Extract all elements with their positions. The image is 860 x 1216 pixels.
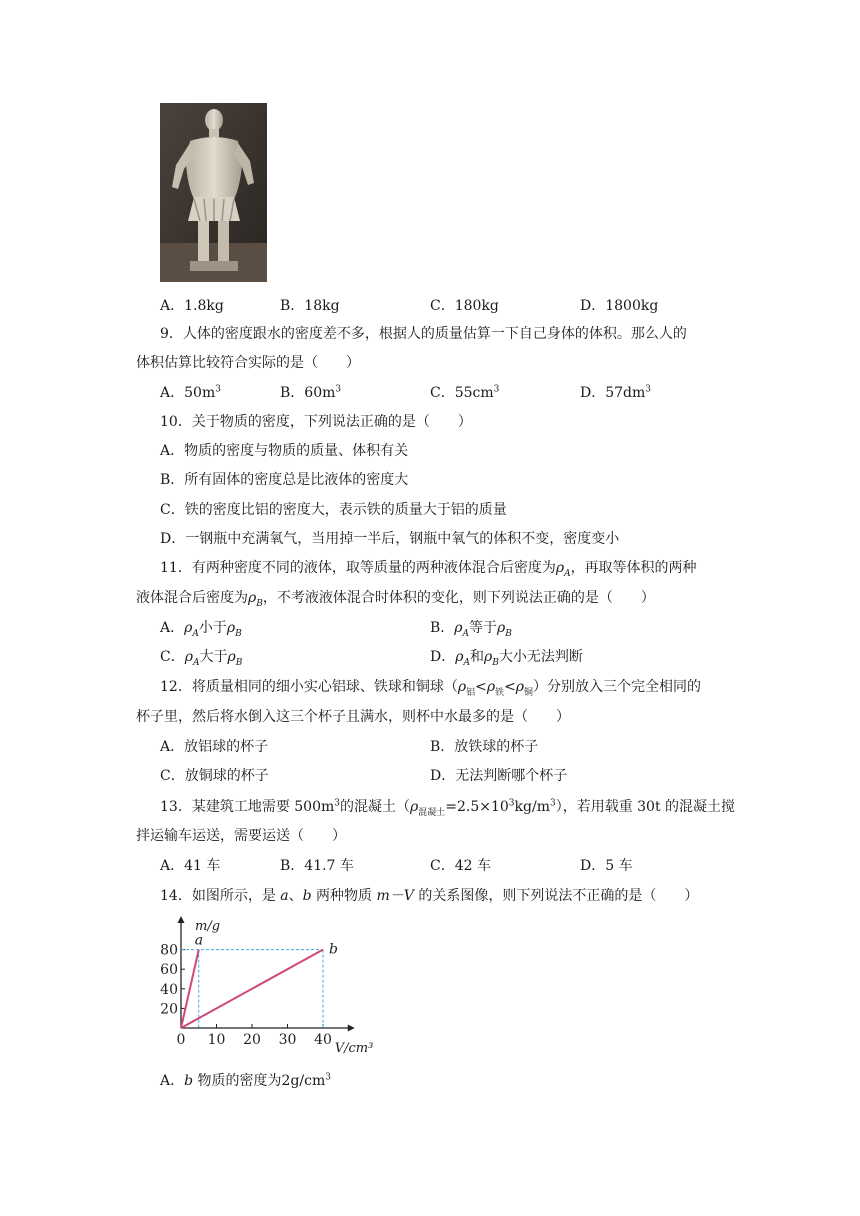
option-text: 大小无法判断 xyxy=(498,649,583,665)
option-letter: C． xyxy=(430,858,455,874)
rho-symbol: ρ xyxy=(455,649,464,665)
subscript-a: A xyxy=(462,628,470,639)
x-tick-label: 40 xyxy=(314,1032,332,1048)
rho-symbol: ρ xyxy=(483,649,493,665)
x-tick-label: 10 xyxy=(207,1032,226,1048)
x-tick-label: 20 xyxy=(243,1032,261,1048)
option-text: 1.8kg xyxy=(184,298,224,314)
option-letter: A． xyxy=(160,858,185,874)
superscript: 3 xyxy=(645,384,652,395)
stem-text: ，不考液液体混合时体积的变化，则下列说法正确的是（ ） xyxy=(262,590,655,606)
series-label-b: b xyxy=(329,941,338,958)
q12-option-b[interactable]: B．放铁球的杯子 xyxy=(430,739,539,755)
x-tick-label: 30 xyxy=(278,1032,297,1048)
subscript-a: A xyxy=(463,657,470,668)
q13-option-a[interactable] xyxy=(160,856,220,876)
q10-option-c[interactable]: C．铁的密度比铝的密度大，表示铁的质量大于铝的质量 xyxy=(160,502,507,518)
q11-option-c[interactable] xyxy=(160,647,242,667)
substance-b: b xyxy=(184,1073,194,1089)
rho-symbol: ρ xyxy=(486,679,496,695)
option-letter: D． xyxy=(430,649,456,665)
stem-text: ）分别放入三个完全相同的 xyxy=(533,679,702,695)
option-text: 2g/cm xyxy=(281,1073,326,1089)
stem-text: 13．某建筑工地需要 500m xyxy=(160,799,335,815)
stem-text: 液体混合后密度为 xyxy=(136,590,248,606)
option-letter: B． xyxy=(280,858,305,874)
option-letter: D． xyxy=(580,385,606,401)
rho-symbol: ρ xyxy=(454,620,463,636)
option-letter: C． xyxy=(430,298,455,314)
option-text: 大于 xyxy=(199,649,228,665)
x-axis-arrow xyxy=(348,1025,355,1032)
y-tick-label: 80 xyxy=(160,942,178,959)
y-tick-label: 20 xyxy=(160,1001,178,1018)
superscript: 3 xyxy=(508,798,515,809)
subscript-b: B xyxy=(256,598,263,609)
q13-option-d[interactable] xyxy=(580,856,633,876)
subscript-b: B xyxy=(235,628,242,639)
rho-symbol: ρ xyxy=(227,649,236,665)
x-tick-label: 0 xyxy=(176,1032,186,1048)
q13-option-b[interactable] xyxy=(280,856,354,876)
rho-symbol: ρ xyxy=(184,649,193,665)
subscript-b: B xyxy=(235,657,243,668)
superscript: 3 xyxy=(334,798,340,809)
stem-text: 、 xyxy=(288,888,303,904)
chart-layer xyxy=(160,916,373,1056)
option-text: 42 车 xyxy=(454,858,491,874)
rho-symbol: ρ xyxy=(497,620,506,636)
q9-option-c[interactable] xyxy=(430,383,499,403)
q11-stem-line2 xyxy=(136,588,655,608)
option-text: 小于 xyxy=(198,620,227,636)
q11-stem-line1 xyxy=(160,558,697,578)
q10-stem: 10．关于物质的密度，下列说法正确的是（ ） xyxy=(160,414,472,430)
q12-option-d[interactable]: D．无法判断哪个杯子 xyxy=(430,768,568,784)
q9-stem-line1: 9．人体的密度跟水的密度差不多，根据人的质量估算一下自己身体的体积。那么人的 xyxy=(160,326,687,342)
subscript-cu: 铜 xyxy=(524,687,534,698)
q9-stem-line2: 体积估算比较符合实际的是（ ） xyxy=(136,355,360,371)
q10-option-d[interactable]: D．一钢瓶中充满氧气，当用掉一半后，钢瓶中氧气的体积不变，密度变小 xyxy=(160,531,620,547)
y-axis-arrow xyxy=(178,916,185,923)
option-letter: B． xyxy=(430,620,455,636)
stem-text: 的混凝土（ xyxy=(340,799,410,815)
subscript-concrete: 混凝土 xyxy=(418,807,446,818)
q13-stem-line1 xyxy=(160,797,735,817)
option-letter: D． xyxy=(580,858,606,874)
stem-text: 14．如图所示，是 xyxy=(160,888,281,904)
option-text: 57dm xyxy=(605,385,646,401)
q14-option-a[interactable] xyxy=(160,1071,331,1091)
series-line-b xyxy=(181,950,323,1028)
option-text: 41 车 xyxy=(184,858,221,874)
subscript-a: A xyxy=(564,568,571,579)
stem-text: kg/m xyxy=(514,799,550,815)
q12-option-a[interactable]: A．放铝球的杯子 xyxy=(160,739,269,755)
less-than: < xyxy=(504,679,516,695)
rho-symbol: ρ xyxy=(184,620,193,636)
q13-option-c[interactable] xyxy=(430,856,491,876)
option-text: 5 车 xyxy=(605,858,633,874)
superscript: 3 xyxy=(493,384,500,395)
q11-option-a[interactable] xyxy=(160,618,242,638)
rho-symbol: ρ xyxy=(457,679,467,695)
subscript-a: A xyxy=(192,628,199,639)
statue-photo xyxy=(160,103,267,282)
rho-symbol: ρ xyxy=(555,560,565,576)
option-text: 18kg xyxy=(304,298,340,314)
option-text: 物质的密度为 xyxy=(193,1073,282,1089)
option-letter: A． xyxy=(160,620,185,636)
q8-option-a[interactable] xyxy=(160,296,224,316)
q13-stem-line2: 拌运输车运送，需要运送（ ） xyxy=(136,828,346,844)
y-axis-label: m/g xyxy=(195,919,221,934)
superscript: 3 xyxy=(215,384,221,395)
subscript-b: B xyxy=(505,628,512,639)
stem-text: 12．将质量相同的细小实心铝球、铁球和铜球（ xyxy=(160,679,458,695)
q11-option-d[interactable] xyxy=(430,647,583,667)
option-text: 等于 xyxy=(469,620,498,636)
y-tick-label: 60 xyxy=(160,962,178,979)
option-text: 55cm xyxy=(454,385,494,401)
option-letter: B． xyxy=(280,385,305,401)
q10-option-a[interactable]: A．物质的密度与物质的质量、体积有关 xyxy=(160,443,409,459)
substance-b: b xyxy=(302,888,312,904)
subscript-b: B xyxy=(492,657,499,668)
rho-symbol: ρ xyxy=(226,620,236,636)
stem-text: 的关系图像，则下列说法不正确的是（ ） xyxy=(413,888,699,904)
q12-option-c[interactable]: C．放铜球的杯子 xyxy=(160,768,269,784)
m-v-chart xyxy=(156,910,386,1062)
rho-symbol: ρ xyxy=(248,590,257,606)
subscript-fe: 铁 xyxy=(495,687,505,698)
q8-option-d[interactable] xyxy=(580,296,658,316)
superscript: 3 xyxy=(335,384,342,395)
substance-a: a xyxy=(280,888,289,904)
subscript-a: A xyxy=(192,657,200,668)
stem-text: 11．有两种密度不同的液体，取等质量的两种液体混合后密度为 xyxy=(160,560,556,576)
q9-option-a[interactable] xyxy=(160,383,221,403)
option-letter: A． xyxy=(160,298,185,314)
series-label-a: a xyxy=(194,932,204,949)
q12-stem-line1 xyxy=(160,677,701,697)
less-than: < xyxy=(475,679,487,695)
option-text: 60m xyxy=(304,385,336,401)
option-letter: A． xyxy=(160,385,185,401)
option-text: 180kg xyxy=(454,298,499,314)
superscript: 3 xyxy=(549,798,556,809)
superscript: 3 xyxy=(325,1072,331,1083)
option-text: 1800kg xyxy=(605,298,659,314)
subscript-al: 铝 xyxy=(466,687,476,698)
q10-option-b[interactable]: B．所有固体的密度总是比液体的密度大 xyxy=(160,472,409,488)
stem-text: ，再取等体积的两种 xyxy=(570,560,697,576)
q8-option-c[interactable] xyxy=(430,296,499,316)
option-text: 41.7 车 xyxy=(304,858,354,874)
q9-option-b[interactable] xyxy=(280,383,341,403)
m-v-relation: m－V xyxy=(376,888,414,904)
rho-symbol: ρ xyxy=(515,679,525,695)
option-letter: A． xyxy=(160,1073,185,1089)
option-text: 50m xyxy=(184,385,216,401)
q14-stem xyxy=(160,886,698,906)
option-letter: C． xyxy=(160,649,185,665)
option-text: 和 xyxy=(469,649,484,665)
q11-option-b[interactable] xyxy=(430,618,512,638)
q12-stem-line2: 杯子里，然后将水倒入这三个杯子且满水，则杯中水最多的是（ ） xyxy=(136,709,570,725)
stem-text: 两种物质 xyxy=(311,888,377,904)
y-tick-label: 40 xyxy=(160,981,178,998)
q9-option-d[interactable] xyxy=(580,383,651,403)
q8-option-b[interactable] xyxy=(280,296,340,316)
option-letter: C． xyxy=(430,385,455,401)
stem-text: =2.5×10 xyxy=(445,799,509,815)
option-letter: B． xyxy=(280,298,305,314)
x-axis-label: V/cm³ xyxy=(334,1041,374,1056)
statue-illustration xyxy=(160,103,267,282)
stem-text: ），若用载重 30t 的混凝土搅 xyxy=(555,799,736,815)
rho-symbol: ρ xyxy=(410,799,419,815)
option-letter: D． xyxy=(580,298,606,314)
